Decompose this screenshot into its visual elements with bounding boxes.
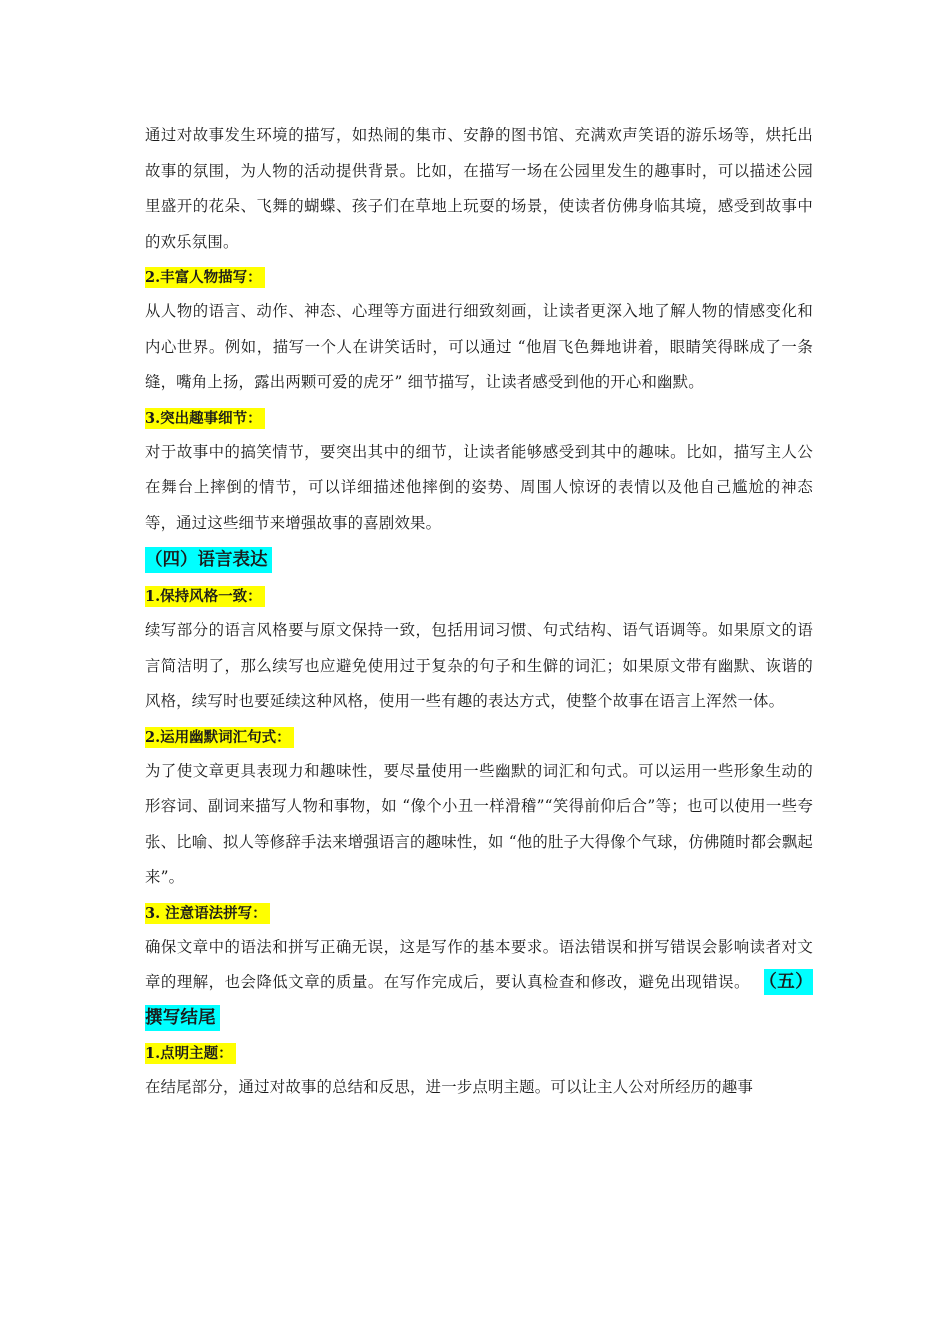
paragraph-detail: 对于故事中的搞笑情节，要突出其中的细节，让读者能够感受到其中的趣味。比如，描写主人公在舞台上摔倒的情节，可以详细描述他摔倒的姿势、周围人惊讶的表情以及他自己尴尬的神态等，通过这些细节来增强故事的喜剧效果。	[145, 442, 813, 532]
subheading-theme-label: 1.点明主题：	[145, 1043, 236, 1064]
document-page	[145, 118, 813, 1106]
subheading-detail-label: 3.突出趣事细节：	[145, 408, 265, 429]
subheading-humor	[145, 720, 813, 754]
paragraph-theme: 在结尾部分，通过对故事的总结和反思，进一步点明主题。可以让主人公对所经历的趣事	[145, 1078, 754, 1096]
paragraph-grammar-text: 确保文章中的语法和拼写正确无误，这是写作的基本要求。语法错误和拼写错误会影响读者对文章的理解，也会降低文章的质量。在写作完成后，要认真检查和修改，避免出现错误。	[145, 937, 813, 991]
subheading-character-label: 2.丰富人物描写：	[145, 267, 265, 288]
subheading-theme	[145, 1036, 813, 1070]
subheading-grammar-label: 3. 注意语法拼写：	[145, 903, 270, 924]
subheading-grammar	[145, 896, 813, 930]
subheading-humor-label: 2.运用幽默词汇句式：	[145, 727, 294, 748]
paragraph-humor: 为了使文章更具表现力和趣味性，要尽量使用一些幽默的词汇和句式。可以运用一些形象生动的形容词、副词来描写人物和事物，如 “像个小丑一样滑稽”“笑得前仰后合”等；也可以使用一些夸张、比喻、拟人等修辞手法来增强语言的趣味性，如 “他的肚子大得像个气球，仿佛随时都会飘起来”。	[145, 761, 813, 886]
paragraph-character: 从人物的语言、动作、神态、心理等方面进行细致刻画，让读者更深入地了解人物的情感变化和内心世界。例如，描写一个人在讲笑话时，可以通过 “他眉飞色舞地讲着，眼睛笑得眯成了一条缝，嘴角上扬，露出两颗可爱的虎牙” 细节描写，让读者感受到他的开心和幽默。	[145, 302, 813, 391]
paragraph-environment: 通过对故事发生环境的描写，如热闹的集市、安静的图书馆、充满欢声笑语的游乐场等，烘托出故事的氛围，为人物的活动提供背景。比如，在描写一场在公园里发生的趣事时，可以描述公园里盛开的花朵、飞舞的蝴蝶、孩子们在草地上玩耍的场景，使读者仿佛身临其境，感受到故事中的欢乐氛围。	[145, 126, 813, 251]
subheading-style	[145, 579, 813, 613]
section-heading-language-label: （四）语言表达	[145, 547, 272, 573]
subheading-style-label: 1.保持风格一致：	[145, 586, 265, 607]
subheading-detail	[145, 401, 813, 435]
paragraph-style: 续写部分的语言风格要与原文保持一致，包括用词习惯、句式结构、语气语调等。如果原文的语言简洁明了，那么续写也应避免使用过于复杂的句子和生僻的词汇；如果原文带有幽默、诙谐的风格，续写时也要延续这种风格，使用一些有趣的表达方式，使整个故事在语言上浑然一体。	[145, 621, 813, 710]
section-heading-ending: （五）撰写结尾	[145, 969, 813, 1031]
section-heading-language	[145, 541, 813, 579]
paragraph-grammar	[145, 930, 813, 1037]
subheading-character	[145, 260, 813, 294]
